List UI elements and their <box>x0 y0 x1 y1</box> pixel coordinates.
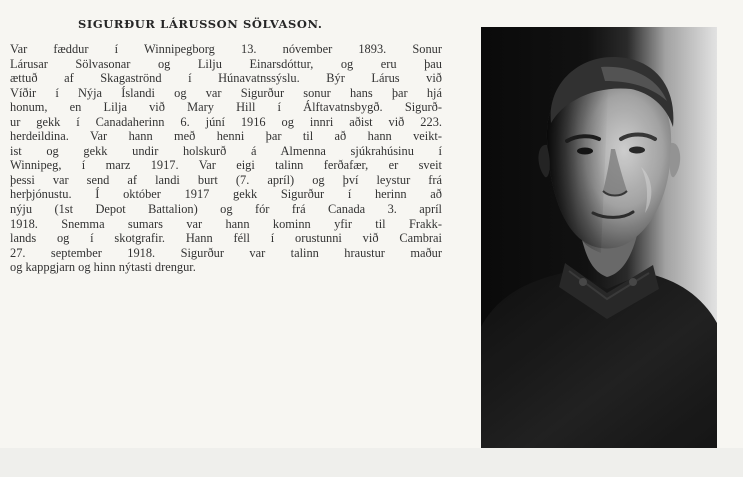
article-line: Víðir í Nýja Íslandi og var Sigurður sonur hans þar hjá <box>10 85 442 100</box>
article-line: honum, en Lilja við Mary Hill í Álftavatnsbygð. Sigurð- <box>10 100 442 115</box>
article-line: herþjónustu. Í október 1917 gekk Sigurður í herinn að <box>10 187 442 202</box>
article-line: ættuð af Skagaströnd í Húnavatnssýslu. Býr Lárus við <box>10 71 442 86</box>
article-line: 27. september 1918. Sigurður var talinn hraustur maður <box>10 245 442 260</box>
article-line: lands og í skotgrafir. Hann féll í orustunni við Cambrai <box>10 231 442 246</box>
page-bottom-margin <box>0 448 743 477</box>
article-line: Lárusar Sölvasonar og Lilju Einarsdóttur, og eru þau <box>10 56 442 71</box>
article-line: ist og gekk undir holskurð á Almenna sjúkrahúsinu í <box>10 143 442 158</box>
article-line: ur gekk í Canadaherinn 6. júní 1916 og innri aðist við 223. <box>10 114 442 129</box>
article-line: Winnipeg, í marz 1917. Var eigi talinn ferðafær, er sveit <box>10 158 442 173</box>
article-line: Var fæddur í Winnipegborg 13. nóvember 1893. Sonur <box>10 42 442 56</box>
article-line: og kappgjarn og hinn nýtasti drengur. <box>10 260 196 275</box>
article-body <box>10 42 442 275</box>
portrait-illustration <box>481 27 717 448</box>
article-line: 1918. Snemma sumars var hann kominn yfir til Frakk- <box>10 216 442 231</box>
portrait-photo <box>481 27 717 448</box>
article-line: herdeildina. Var hann með henni þar til að hann veikt- <box>10 129 442 144</box>
article-line: nýju (1st Depot Battalion) og fór frá Canada 3. apríl <box>10 202 442 217</box>
article-title: SIGURÐUR LÁRUSSON SÖLVASON. <box>78 17 323 31</box>
article-line: þessi var send af landi burt (7. apríl) og því leystur frá <box>10 172 442 187</box>
photo-grain-overlay <box>481 27 717 448</box>
